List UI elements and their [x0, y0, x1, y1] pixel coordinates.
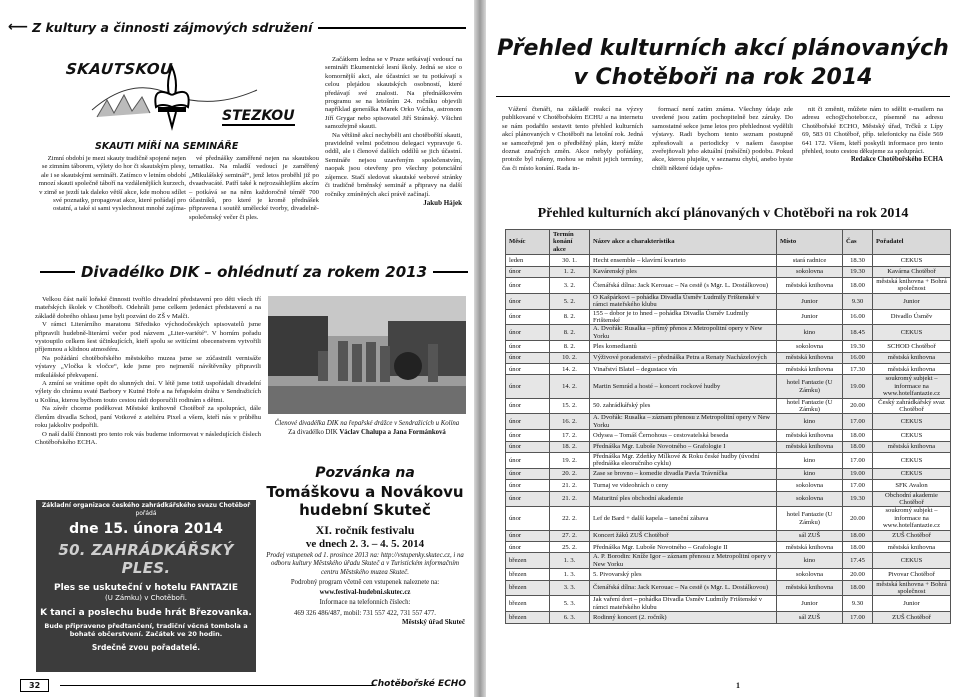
cell-month: únor — [506, 414, 550, 430]
cell-organizer: soukromý subjekt – informace na www.hotelfantazie.cz — [873, 375, 951, 398]
festival-phones: 469 326 486/487, mobil: 731 557 422, 731 557 477. — [294, 609, 436, 617]
table-row — [506, 491, 951, 507]
cell-organizer: CEKUS — [873, 325, 951, 341]
arrow-left-icon: ⟵ — [8, 19, 29, 35]
cell-organizer: CEKUS — [873, 468, 951, 479]
page-title: Přehled kulturních akcí plánovaných v Chotěboři na rok 2014 — [497, 36, 949, 90]
cell-event: Čtenářská dílna: Jack Kerouac – Na cestě (s Mgr. L. Dostálkovou) — [590, 278, 777, 294]
cell-place: kino — [777, 468, 843, 479]
table-row — [506, 453, 951, 469]
ad-music: K tanci a poslechu bude hrát Březovanka. — [40, 607, 252, 618]
cell-event: A. Dvořák: Rusalka – záznam přenosu z Metropolitní opery v New Yorku — [590, 414, 777, 430]
cell-place: městská knihovna — [777, 441, 843, 452]
cell-organizer: SCHOD Chotěboř — [873, 341, 951, 352]
cell-organizer: městská knihovna — [873, 542, 951, 553]
cell-organizer: Obchodní akademie Chotěboř — [873, 491, 951, 507]
cell-event: 5. Pivovarský ples — [590, 569, 777, 580]
cell-date: 30. 1. — [550, 255, 590, 266]
cell-place: městská knihovna — [777, 542, 843, 553]
table-row — [506, 341, 951, 352]
ad-organizer: Základní organizace českého zahrádkářského svazu Chotěboř — [41, 502, 251, 509]
col-header-month: Měsíc — [506, 230, 550, 255]
cell-event: Koncert žáků ZUŠ Chotěboř — [590, 530, 777, 541]
cell-month: únor — [506, 364, 550, 375]
cell-organizer: Junior — [873, 596, 951, 612]
paragraph: Na závěr chceme poděkovat Městské knihovně Chotěboř za spolupráci, dále členům divadla Schod, paní Votkové z ateliéru Pixel a všem, kteří nás v průběhu roku jakkoliv podpořili. — [35, 405, 261, 430]
cell-place: kino — [777, 453, 843, 469]
cell-time: 18.30 — [843, 255, 873, 266]
cell-place: Junior — [777, 293, 843, 309]
cell-date: 3. 2. — [550, 278, 590, 294]
paragraph: Vážení čtenáři, na základě reakcí na výzvy publikované v Chotěbořském ECHU a na internetu se nám podařilo sestavit tento přehled kulturních akcí plánovaných v Chotěboři na letošní rok. Jedná se samozřejmě jen o předběžný plán, který může doznat značných změn. Akce nebyly pořádány, protože byl rušeny, mohou se měnit jejich termíny, čas či místo konání. Rada in- — [502, 106, 643, 172]
cell-month: únor — [506, 480, 550, 491]
cell-event: Rodinný koncert (2. ročník) — [590, 612, 777, 623]
table-row — [506, 325, 951, 341]
cell-event: Přednáška Mgr. Luboše Novotného – Grafologie II — [590, 542, 777, 553]
cell-time: 16.00 — [843, 352, 873, 363]
paragraph: formací není zatím známa. Všechny údaje zde uvedené jsou zatím pochopitelně bez záruky. Do samostatné sekce jsme letos pro přehlednost vydělili výstavy. Radi bychom tento seznam postupně zpřesňovali a periodicky v našem časopise zveřejňovali jeho aktuální (měsíční) podobu. Pokud akce, kterou pluješte, v seznamu chybí, anebo byste chtěli některé údaje upřes- — [652, 106, 793, 172]
table-row — [506, 569, 951, 580]
cell-organizer: ZUŠ Chotěboř — [873, 612, 951, 623]
cell-date: 1. 3. — [550, 553, 590, 569]
cell-date: 18. 2. — [550, 441, 590, 452]
table-row — [506, 441, 951, 452]
cell-time: 18.00 — [843, 542, 873, 553]
dik-title: Divadélko DIK – ohlédnutí za rokem 2013 — [80, 263, 428, 281]
ad-lottery: Bude připraveno předtančení, tradiční věcná tombola a bohaté občerstvení. Začátek ve 20 hodin. — [44, 621, 248, 638]
cell-date: 14. 2. — [550, 364, 590, 375]
cell-month: únor — [506, 341, 550, 352]
festival-program: Podrobný program včetně cen vstupenek naleznete na: — [290, 578, 440, 586]
ad-banner: 50. ZAHRÁDKÁŘSKÝ PLES. — [58, 540, 234, 577]
cell-event: Výživové poradenství – přednáška Petra a Renaty Nacházelových — [590, 352, 777, 363]
cell-month: únor — [506, 352, 550, 363]
table-title: Přehled kulturních akcí plánovaných v Chotěboři na rok 2014 — [537, 206, 909, 221]
paragraph: O naší další činnosti pro tento rok vás budeme informovat v následujících číslech Chotěbořského ECHA. — [35, 430, 261, 446]
intro-column-1 — [502, 106, 643, 173]
cell-date: 27. 2. — [550, 530, 590, 541]
cell-time: 17.45 — [843, 553, 873, 569]
cell-month: březen — [506, 569, 550, 580]
logo-text-top: SKAUTSKOU — [65, 60, 174, 78]
ad-welcome: Srdečně zvou pořadatelé. — [91, 642, 201, 652]
cell-time: 18.00 — [843, 278, 873, 294]
cell-time: 16.00 — [843, 309, 873, 325]
cell-event: Lef de Bard + další kapela – taneční zábava — [590, 507, 777, 530]
page-gutter — [474, 0, 486, 697]
cell-place: sokolovna — [777, 491, 843, 507]
cell-date: 8. 2. — [550, 325, 590, 341]
cell-place: městská knihovna — [777, 580, 843, 596]
cell-event: A. Dvořák: Rusalka – přímý přenos z Metropolitní opery v New Yorku — [590, 325, 777, 341]
table-row — [506, 530, 951, 541]
cell-place: hotel Fantazie (U Zámku) — [777, 375, 843, 398]
table-row — [506, 507, 951, 530]
heading-rule — [40, 271, 75, 273]
intro-column-3 — [802, 106, 943, 163]
cell-month: leden — [506, 255, 550, 266]
cell-event: Maturitní ples obchodní akademie — [590, 491, 777, 507]
paragraph: Na většině akcí nechyběli ani chotěbořští skauti, pravidelně velmi početnou delegaci vypravuje 6. oddíl, ale i členové dalších oddílů se jich účastní. Semináře nejsou uzavřeným společenstvím, naopak jsou otevřeny pro všechny potenciální zájemce. Stačí sledovat skautské webové stránky či tradičně brněnský seminář a připravy na další ročníky zmíněných akcí právě začínají. — [325, 131, 462, 198]
cell-time: 17.00 — [843, 480, 873, 491]
paragraph: nit či změnit, můžete nám to sdělit e-mailem na adresu echo@chotebor.cz, písemně na adresu Chotěbořské ECHO, Městský úřad, Trčků z Lípy 69, 583 01 Chotěboř, příp. telefonicky na čísle 569 641 172. Všem, kteří poskytli informace pro tento přehled, touto cestou děkujeme za spolupráci. — [802, 106, 943, 156]
col-header-event: Název akce a charakteristika — [590, 230, 777, 255]
cell-event: Turnaj ve videohrách o ceny — [590, 480, 777, 491]
table-row — [506, 480, 951, 491]
ad-place: (U Zámku) v Chotěboři. — [104, 593, 187, 602]
festival-name: Tomáškovu a Novákovu hudební Skuteč — [266, 483, 464, 519]
cell-time: 18.00 — [843, 580, 873, 596]
paragraph: Velkou část naší loňské činnosti tvořilo divadelní představení pro děti všech tří mateřských školek v Chotěboři. Odehráli jsme celkem jedenáct představení a na základě dobrého ohlasu jsme byli pozváni do ZŠ v Malči. — [35, 296, 261, 320]
section-header — [8, 14, 466, 40]
dik-text — [35, 296, 261, 447]
caption-credit-prefix: Za divadélko DIK — [288, 428, 338, 436]
footer-rule — [60, 685, 374, 686]
header-rule — [318, 27, 466, 29]
cell-place: kino — [777, 325, 843, 341]
cell-event: Vinařství Blatel – degustace vín — [590, 364, 777, 375]
table-row — [506, 255, 951, 266]
cell-time: 17.00 — [843, 414, 873, 430]
cell-place: městská knihovna — [777, 364, 843, 375]
cell-date: 19. 2. — [550, 453, 590, 469]
cell-time: 17.30 — [843, 364, 873, 375]
cell-event: Zase se brovno – komedie divadla Pavla Trávníčka — [590, 468, 777, 479]
photo-caption — [268, 420, 466, 437]
cell-place: městská knihovna — [777, 278, 843, 294]
cell-month: únor — [506, 325, 550, 341]
cell-place: Junior — [777, 596, 843, 612]
magazine-name: Chotěbořské ECHO — [371, 679, 466, 689]
cell-event: Čtenářská dílna: Jack Kerouac – Na cestě (s Mgr. L. Dostálkovou) — [590, 580, 777, 596]
cell-month: únor — [506, 309, 550, 325]
table-row — [506, 553, 951, 569]
paragraph: Na požádání chotěbořského městského muzea jsme se zúčastnili vernisáže výstavy „Vločka k vločce“, kde jsme pro nejmenší návštěvníky připravili mikulášské překvapení. — [35, 354, 261, 379]
cell-month: únor — [506, 507, 550, 530]
table-row — [506, 542, 951, 553]
cell-date: 21. 2. — [550, 491, 590, 507]
cell-month: březen — [506, 612, 550, 623]
cell-organizer: Junior — [873, 293, 951, 309]
cell-month: únor — [506, 266, 550, 277]
col-header-time: Čas — [843, 230, 873, 255]
cell-month: únor — [506, 453, 550, 469]
cell-date: 22. 2. — [550, 507, 590, 530]
section-header-title: Z kultury a činnosti zájmových sdružení — [32, 19, 313, 35]
cell-place: sokolovna — [777, 266, 843, 277]
cell-time: 20.00 — [843, 398, 873, 414]
cell-time: 9.30 — [843, 293, 873, 309]
invite-kicker: Pozvánka na — [315, 465, 415, 481]
cell-organizer: městská knihovna — [873, 352, 951, 363]
ad-date: dne 15. února 2014 — [69, 520, 223, 537]
cell-time: 19.00 — [843, 468, 873, 479]
intro-signature: Redakce Chotěbořského ECHA — [850, 156, 943, 164]
cell-place: stará radnice — [777, 255, 843, 266]
table-header-row — [506, 230, 951, 255]
festival-tickets — [265, 552, 465, 577]
col-header-date: Termín konání akce — [550, 230, 590, 255]
table-row — [506, 364, 951, 375]
cell-place: sál ZUŠ — [777, 612, 843, 623]
cell-month: březen — [506, 553, 550, 569]
ad-presents: pořádá — [135, 509, 157, 517]
cell-date: 8. 2. — [550, 341, 590, 352]
festival-invitation — [265, 465, 465, 626]
article-column-3 — [325, 56, 462, 207]
cell-time: 17.00 — [843, 612, 873, 623]
cell-event: Jak vaření dort – pohádka Divadla Úsměv Ludmily Frištenské v rámci mateřského klubu — [590, 596, 777, 612]
cell-event: Přednáška Mgr. Zdeňky Mílkové & Roku české hudby (úvodní přednáška eleoručního cyklu) — [590, 453, 777, 469]
cell-event: Ples komediantů — [590, 341, 777, 352]
cell-event: Hecht ensemble – klavírní kvarteto — [590, 255, 777, 266]
left-page — [0, 0, 474, 697]
cell-month: březen — [506, 580, 550, 596]
cell-place: hotel Fantazie (U Zámku) — [777, 398, 843, 414]
cell-month: únor — [506, 491, 550, 507]
cell-event: Odysea – Tomáš Černohous – cestovatelská beseda — [590, 430, 777, 441]
festival-website[interactable]: www.festival-hudebni.skutec.cz — [319, 589, 411, 597]
intro-column-2 — [652, 106, 793, 173]
table-row — [506, 430, 951, 441]
cell-date: 3. 3. — [550, 580, 590, 596]
festival-office: Městský úřad Skuteč — [401, 618, 465, 627]
tickets-text: Prodej vstupenek od 1. prosince 2013 na: http://vstupenky.skutec.cz, i na odboru kultury Městského úřadu Skuteč a v Turistickém informačním centru Městského muzea Skuteč. — [266, 552, 464, 576]
heading-rule — [433, 271, 468, 273]
festival-phone-label: Informace na telefonních číslech: — [319, 599, 411, 607]
cell-date: 10. 2. — [550, 352, 590, 363]
cell-organizer: CEKUS — [873, 430, 951, 441]
cell-time: 20.00 — [843, 507, 873, 530]
caption-credit — [268, 429, 466, 438]
cell-time: 18.00 — [843, 430, 873, 441]
cell-place: městská knihovna — [777, 352, 843, 363]
cell-date: 15. 2. — [550, 398, 590, 414]
article-column-1 — [36, 155, 186, 214]
cell-time: 18.45 — [843, 325, 873, 341]
caption-text: Členové divadélka DIK na řepařské drážce v Sendražicích u Kolína — [274, 420, 460, 427]
cell-organizer: CEKUS — [873, 414, 951, 430]
cell-time: 18.00 — [843, 441, 873, 452]
cell-month: únor — [506, 293, 550, 309]
cell-month: únor — [506, 530, 550, 541]
paragraph: Zimní období je mezi skauty tradičně spojené nejen se zimním táborem, výlety do hor či skautským plesy, ale i se skautskými semináři. Zatímco v letním období mnozí skauti společně táboří na vzdálenějších kurzech, v zimě se jezdí tak daleko větší akce, kde mohou sdílet své poznatky, propagovat akce, které pořádají pro ostatní, a také si sami vyslechnout mnohé zajíma- — [38, 155, 186, 213]
cell-date: 14. 2. — [550, 375, 590, 398]
cell-date: 5. 3. — [550, 596, 590, 612]
paragraph: Začátkem ledna se v Praze setkávají vedoucí na semináři Ekumenické lesní školy. Jedná se sice o komornější akci, ale účastníci se tu potkávají s celou plejádou skautských osobností, které předávají své znalosti. Na přednáškovém programu se na letošním 24. ročníku objevili například generálka Marek Orko Vácha, astronom Jiří Grygar nebo spisovatel Jiří Stránský. Všichni samozřejmě skauti. — [325, 56, 462, 131]
table-row — [506, 580, 951, 596]
right-page-number: 1 — [736, 681, 740, 690]
cell-time: 19.30 — [843, 491, 873, 507]
cell-place: hotel Fantazie (U Zámku) — [777, 507, 843, 530]
cell-organizer: ZUŠ Chotěboř — [873, 530, 951, 541]
cell-month: únor — [506, 430, 550, 441]
cell-place: městská knihovna — [777, 430, 843, 441]
events-table — [505, 229, 951, 624]
cell-date: 21. 2. — [550, 480, 590, 491]
cell-event: Martin Semrád a hosté – koncert rockové hudby — [590, 375, 777, 398]
cell-organizer: Pivovar Chotěboř — [873, 569, 951, 580]
table-row — [506, 293, 951, 309]
cell-date: 17. 2. — [550, 430, 590, 441]
cell-time: 18.00 — [843, 530, 873, 541]
cell-month: únor — [506, 468, 550, 479]
logo-text-bottom: STEZKOU — [222, 108, 295, 124]
cell-organizer: SFK Avalon — [873, 480, 951, 491]
cell-time: 17.00 — [843, 453, 873, 469]
col-header-place: Místo — [777, 230, 843, 255]
cell-date: 1. 2. — [550, 266, 590, 277]
table-row — [506, 468, 951, 479]
ball-advertisement — [36, 500, 256, 672]
cell-event: Kavárenský ples — [590, 266, 777, 277]
cell-organizer: městská knihovna + Bohrá společnost — [873, 580, 951, 596]
cell-organizer: CEKUS — [873, 255, 951, 266]
cell-place: sokolovna — [777, 569, 843, 580]
right-page — [486, 0, 960, 697]
ad-invite: Ples se uskuteční v hotelu FANTAZIE — [53, 582, 239, 593]
cell-organizer: soukromý subjekt – informace na www.hotelfantazie.cz — [873, 507, 951, 530]
cell-date: 5. 2. — [550, 293, 590, 309]
caption-names: Václav Chalupa a Jana Formánková — [339, 428, 446, 436]
cell-event: Přednáška Mgr. Luboše Novotného – Grafologie I — [590, 441, 777, 452]
table-row — [506, 278, 951, 294]
table-row — [506, 398, 951, 414]
cell-month: únor — [506, 398, 550, 414]
cell-month: únor — [506, 278, 550, 294]
cell-organizer: Divadlo Úsměv — [873, 309, 951, 325]
group-photo — [268, 296, 466, 414]
title-rule — [496, 96, 950, 97]
table-row — [506, 352, 951, 363]
table-row — [506, 309, 951, 325]
table-row — [506, 414, 951, 430]
paragraph: A zmíní se vrátíme opět do slunných dní. V létě jsme totiž uspořádali divadelní výlety do chrámu svaté Barbory v Kutné Hoře a na řeřapském dráhu v Sendražicích u Kolína, kterou byčhom touto cestou rádi doporučili rodinám s dětmi. — [35, 380, 261, 404]
cell-time: 19.00 — [843, 375, 873, 398]
festival-edition: XI. ročník festivalu — [315, 523, 415, 537]
cell-organizer: Kavárna Chotěboř — [873, 266, 951, 277]
cell-time: 9.30 — [843, 596, 873, 612]
cell-date: 6. 3. — [550, 612, 590, 623]
page-number: 32 — [20, 679, 49, 692]
cell-event: 50. zahrádkářský ples — [590, 398, 777, 414]
article-signature: Jakub Hájek — [423, 198, 462, 207]
festival-dates: ve dnech 2. 3. – 4. 5. 2014 — [305, 538, 425, 550]
cell-month: únor — [506, 441, 550, 452]
cell-month: únor — [506, 542, 550, 553]
cell-place: kino — [777, 553, 843, 569]
cell-time: 19.30 — [843, 341, 873, 352]
table-row — [506, 266, 951, 277]
cell-organizer: městská knihovna — [873, 364, 951, 375]
cell-event: O Kašpárkovi – pohádka Divadla Úsměv Ludmily Frištenské v rámci mateřského klubu — [590, 293, 777, 309]
table-row — [506, 596, 951, 612]
cell-time: 19.30 — [843, 266, 873, 277]
cell-event: 155 – dobor je to hned – pohádka Divadla Úsměv Ludmily Frištenské — [590, 309, 777, 325]
article-column-2 — [189, 155, 319, 222]
cell-place: sokolovna — [777, 341, 843, 352]
cell-organizer: městská knihovna — [873, 441, 951, 452]
dik-heading — [40, 262, 468, 282]
cell-date: 20. 2. — [550, 468, 590, 479]
cell-event: A. P. Borodin: Kníže Igor – záznam přenosu z Metropolitní opery v New Yorku — [590, 553, 777, 569]
table-row — [506, 612, 951, 623]
cell-month: březen — [506, 596, 550, 612]
cell-organizer: Český zahrádkářský svaz Chotěboř — [873, 398, 951, 414]
cell-month: únor — [506, 375, 550, 398]
cell-place: Junior — [777, 309, 843, 325]
paragraph: V rámci Literárního maratonu Středisko východočeských spisovatelů jsme připravili hudebně-literární večer pod názvem „Liter-variété“. V horním pořadu vystoupilo celkem šest účinkujících, kteří spolu se svitícími obecenstvem vytvořili příjemnou a klidnou atmosféru. — [35, 321, 261, 354]
cell-date: 8. 2. — [550, 309, 590, 325]
cell-place: kino — [777, 414, 843, 430]
cell-place: sokolovna — [777, 480, 843, 491]
col-header-organizer: Pořadatel — [873, 230, 951, 255]
left-footer — [0, 676, 474, 697]
cell-place: sál ZUŠ — [777, 530, 843, 541]
cell-time: 20.00 — [843, 569, 873, 580]
cell-organizer: CEKUS — [873, 553, 951, 569]
cell-organizer: městská knihovna + Bohrá společnost — [873, 278, 951, 294]
cell-date: 16. 2. — [550, 414, 590, 430]
table-row — [506, 375, 951, 398]
article-title: SKAUTI MÍŘÍ NA SEMINÁŘE — [95, 141, 239, 152]
table-body — [506, 255, 951, 623]
cell-date: 25. 2. — [550, 542, 590, 553]
cell-organizer: CEKUS — [873, 453, 951, 469]
cell-date: 1. 3. — [550, 569, 590, 580]
paragraph: vé přednášky zaměřené nejen na skautskou tematiku. Na mladší vedoucí je zaměřený „Mikulášský seminář“, jenž letos proběhl již po dvaadvacáté. Patří také k nejrozsáhlejším akcím – potkává se na něm každoročně téměř 700 účastníků, pro které je kromě přednášek připravena i soutěž umělecké tvorby, divadelně-společenský večer či ples. — [189, 155, 319, 221]
